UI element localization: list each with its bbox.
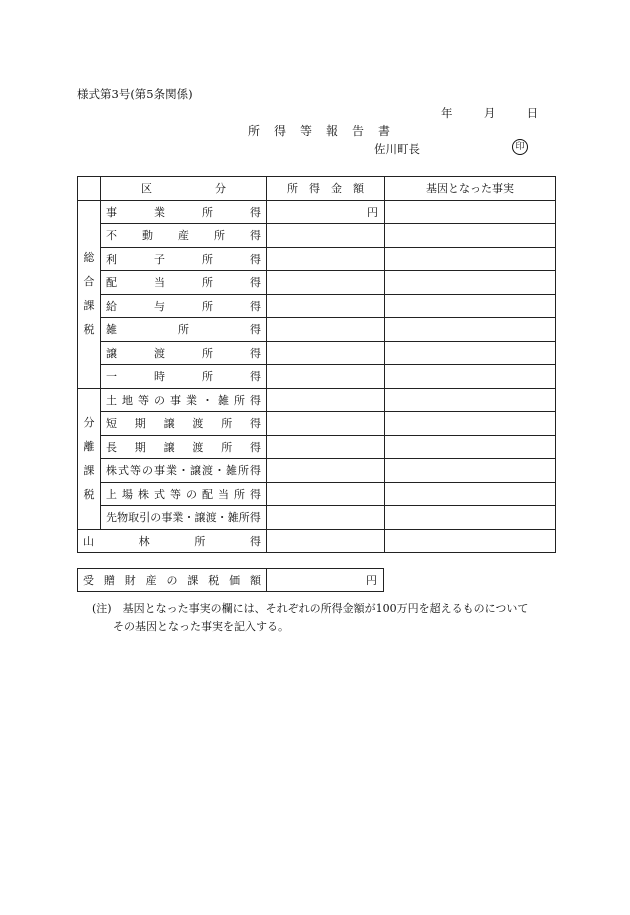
group-label-char: 総 <box>83 251 95 264</box>
amount-cell[interactable]: 円 <box>267 200 385 224</box>
income-type-label <box>101 388 267 412</box>
label-char: 価 <box>229 574 241 587</box>
label-char: 与 <box>154 299 165 313</box>
label-char: 林 <box>138 534 150 548</box>
gift-amount-cell[interactable]: 円 <box>267 569 384 592</box>
table-row <box>78 294 556 318</box>
forest-income-label <box>78 529 267 553</box>
basis-fact-cell[interactable] <box>385 388 556 412</box>
label-char: ・ <box>216 511 228 525</box>
label-char: 所 <box>202 276 213 290</box>
basis-fact-cell[interactable] <box>385 247 556 271</box>
basis-fact-cell[interactable] <box>385 341 556 365</box>
label-char: 所 <box>221 440 233 454</box>
label-char: 得 <box>250 346 261 360</box>
label-char: 事 <box>154 464 165 478</box>
table-row <box>78 200 556 224</box>
label-char: 当 <box>154 276 165 290</box>
table-row <box>78 529 556 553</box>
table-row <box>78 388 556 412</box>
table-row <box>78 482 556 506</box>
label-char: 子 <box>154 252 165 266</box>
label-char: 所 <box>238 511 250 525</box>
label-char: 所 <box>202 346 213 360</box>
label-char: 短 <box>106 417 117 431</box>
label-char: 所 <box>214 229 225 243</box>
label-char: 得 <box>250 393 261 407</box>
label-char: 所 <box>202 252 213 266</box>
label-char: 譲 <box>190 464 201 478</box>
label-char: 所 <box>202 299 213 313</box>
label-char: 配 <box>106 276 117 290</box>
label-char: 給 <box>106 299 117 313</box>
label-char: 所 <box>202 205 213 219</box>
amount-cell[interactable] <box>267 412 385 436</box>
table-header-row <box>78 177 556 201</box>
amount-cell[interactable] <box>267 294 385 318</box>
header-char: 額 <box>353 182 364 196</box>
header-basis-fact: 基因となった事実 <box>385 177 556 201</box>
basis-fact-cell[interactable] <box>385 294 556 318</box>
label-char: 所 <box>234 487 245 501</box>
table-row <box>78 247 556 271</box>
amount-cell[interactable] <box>267 341 385 365</box>
form-number: 様式第3号(第5条関係) <box>77 87 193 101</box>
label-char: 得 <box>249 534 261 548</box>
amount-cell[interactable] <box>267 365 385 389</box>
header-ku: 区 <box>141 182 152 196</box>
label-char: 譲 <box>163 440 175 454</box>
table-row <box>78 224 556 248</box>
label-char: 等 <box>130 464 141 478</box>
label-char: ・ <box>183 511 195 525</box>
income-type-label <box>101 412 267 436</box>
label-char: 所 <box>178 323 189 337</box>
label-char: 上 <box>106 487 117 501</box>
label-char: 期 <box>134 417 146 431</box>
basis-fact-cell[interactable] <box>385 318 556 342</box>
label-char: 所 <box>202 370 213 384</box>
label-char: 先 <box>106 511 117 525</box>
label-char: の <box>166 574 178 587</box>
label-char: 得 <box>250 464 261 478</box>
income-type-label <box>101 506 267 530</box>
label-char: の <box>142 464 153 478</box>
income-type-label <box>101 271 267 295</box>
label-char: 得 <box>249 440 261 454</box>
date-line <box>441 105 538 121</box>
label-char: 土 <box>106 393 117 407</box>
basis-fact-cell[interactable] <box>385 529 556 553</box>
label-char: 財 <box>124 574 136 587</box>
label-char: 一 <box>106 370 117 384</box>
gift-table <box>77 568 384 592</box>
basis-fact-cell[interactable] <box>385 506 556 530</box>
label-char: 場 <box>122 487 133 501</box>
table-row <box>78 506 556 530</box>
amount-cell[interactable] <box>267 224 385 248</box>
basis-fact-cell[interactable] <box>385 224 556 248</box>
label-char: 得 <box>250 229 261 243</box>
group-label-char: 合 <box>83 275 95 288</box>
label-char: 得 <box>250 205 261 219</box>
basis-fact-cell[interactable] <box>385 459 556 483</box>
income-type-label <box>101 200 267 224</box>
date-month: 月 <box>483 106 496 120</box>
table-row <box>78 271 556 295</box>
header-char: 金 <box>331 182 342 196</box>
label-char: 得 <box>249 511 261 525</box>
label-char: 課 <box>187 574 199 587</box>
label-char: 譲 <box>194 511 206 525</box>
table-row <box>78 412 556 436</box>
label-char: 長 <box>106 440 117 454</box>
separate-taxation-group <box>78 388 556 529</box>
label-char: 事 <box>161 511 173 525</box>
label-char: 所 <box>234 393 245 407</box>
label-char: 山 <box>83 534 94 548</box>
amount-cell[interactable] <box>267 482 385 506</box>
group-label-char: 離 <box>83 439 95 453</box>
group-label-char: 課 <box>83 299 95 312</box>
label-char: 渡 <box>205 511 217 525</box>
gift-label <box>78 569 267 592</box>
amount-cell[interactable] <box>267 247 385 271</box>
amount-cell[interactable] <box>267 529 385 553</box>
basis-fact-cell[interactable] <box>385 412 556 436</box>
label-char: 得 <box>250 487 261 501</box>
amount-cell[interactable] <box>267 388 385 412</box>
label-char: 利 <box>106 252 117 266</box>
label-char: 譲 <box>106 346 117 360</box>
group-label-char: 課 <box>83 463 95 477</box>
amount-cell[interactable] <box>267 318 385 342</box>
label-char: 雑 <box>218 393 229 407</box>
label-char: 雑 <box>106 323 117 337</box>
income-table <box>77 176 556 553</box>
label-char: 不 <box>106 229 117 243</box>
table-row <box>78 365 556 389</box>
label-char: 等 <box>170 487 181 501</box>
basis-fact-cell[interactable] <box>385 435 556 459</box>
group-label-char: 分 <box>83 415 95 429</box>
label-char: 業 <box>154 205 165 219</box>
date-day: 日 <box>526 106 539 120</box>
table-row <box>78 435 556 459</box>
label-char: 得 <box>250 299 261 313</box>
label-char: 渡 <box>202 464 213 478</box>
document-title: 所 得 等 報 告 書 <box>248 124 392 138</box>
amount-cell[interactable] <box>267 271 385 295</box>
group-label <box>78 200 101 388</box>
income-type-label <box>101 294 267 318</box>
seal-mark: 印 <box>512 139 528 155</box>
label-char: の <box>154 393 165 407</box>
label-char: 得 <box>250 276 261 290</box>
label-char: 税 <box>208 574 220 587</box>
date-year: 年 <box>441 106 453 120</box>
label-char: 動 <box>142 229 153 243</box>
label-char: 得 <box>250 370 261 384</box>
label-char: 所 <box>238 464 249 478</box>
label-char: 贈 <box>103 574 115 587</box>
label-char: 当 <box>218 487 229 501</box>
amount-cell[interactable] <box>267 459 385 483</box>
label-char: 所 <box>221 417 233 431</box>
label-char: 額 <box>250 574 261 587</box>
label-char: 得 <box>250 252 261 266</box>
label-char: 渡 <box>192 440 204 454</box>
label-char: 受 <box>83 574 94 587</box>
label-char: の <box>150 511 162 525</box>
note-line-1: (注) 基因となった事実の欄には、それぞれの所得金額が100万円を超えるものについて <box>92 602 529 615</box>
label-char: 株 <box>106 464 117 478</box>
label-char: 所 <box>194 534 206 548</box>
amount-cell[interactable] <box>267 506 385 530</box>
label-char: 事 <box>106 205 117 219</box>
header-bun: 分 <box>215 182 226 196</box>
label-char: ・ <box>178 464 189 478</box>
table-row <box>78 459 556 483</box>
label-char: 取 <box>128 511 140 525</box>
addressee: 佐川町長 <box>374 142 420 156</box>
label-char: の <box>186 487 197 501</box>
label-char: ・ <box>202 393 213 407</box>
label-char: 株 <box>138 487 149 501</box>
income-type-label <box>101 435 267 459</box>
label-char: 雑 <box>227 511 239 525</box>
label-char: 得 <box>249 417 261 431</box>
label-char: 業 <box>186 393 197 407</box>
label-char: 引 <box>139 511 151 525</box>
group-label <box>78 388 101 529</box>
basis-fact-cell[interactable] <box>385 200 556 224</box>
income-type-label <box>101 224 267 248</box>
label-char: 産 <box>145 574 157 587</box>
label-char: 等 <box>138 393 149 407</box>
income-type-label <box>101 247 267 271</box>
basis-fact-cell[interactable] <box>385 271 556 295</box>
label-char: 雑 <box>226 464 237 478</box>
label-char: 式 <box>154 487 165 501</box>
general-taxation-group <box>78 200 556 388</box>
label-char: 譲 <box>163 417 175 431</box>
group-label-char: 税 <box>83 323 95 336</box>
amount-cell[interactable] <box>267 435 385 459</box>
income-type-label <box>101 318 267 342</box>
income-type-label <box>101 459 267 483</box>
income-type-label <box>101 365 267 389</box>
label-char: 業 <box>166 464 177 478</box>
label-char: 配 <box>202 487 213 501</box>
note-line-2: その基因となった事実を記入する。 <box>113 620 289 633</box>
label-char: 期 <box>134 440 146 454</box>
table-row <box>78 341 556 365</box>
label-char: 式 <box>118 464 129 478</box>
label-char: 物 <box>117 511 129 525</box>
basis-fact-cell[interactable] <box>385 365 556 389</box>
label-char: 得 <box>250 323 261 337</box>
label-char: 地 <box>122 393 133 407</box>
table-row <box>78 318 556 342</box>
label-char: 業 <box>172 511 184 525</box>
label-char: ・ <box>214 464 225 478</box>
label-char: 事 <box>170 393 181 407</box>
label-char: 時 <box>154 370 165 384</box>
income-type-label <box>101 482 267 506</box>
group-label-char: 税 <box>83 487 95 501</box>
header-income-amount <box>267 177 385 201</box>
header-char: 得 <box>309 182 320 196</box>
header-char: 所 <box>287 182 298 196</box>
basis-fact-cell[interactable] <box>385 482 556 506</box>
income-type-label <box>101 341 267 365</box>
table-row <box>78 569 384 592</box>
label-char: 渡 <box>154 346 165 360</box>
label-char: 渡 <box>192 417 204 431</box>
label-char: 産 <box>178 229 189 243</box>
